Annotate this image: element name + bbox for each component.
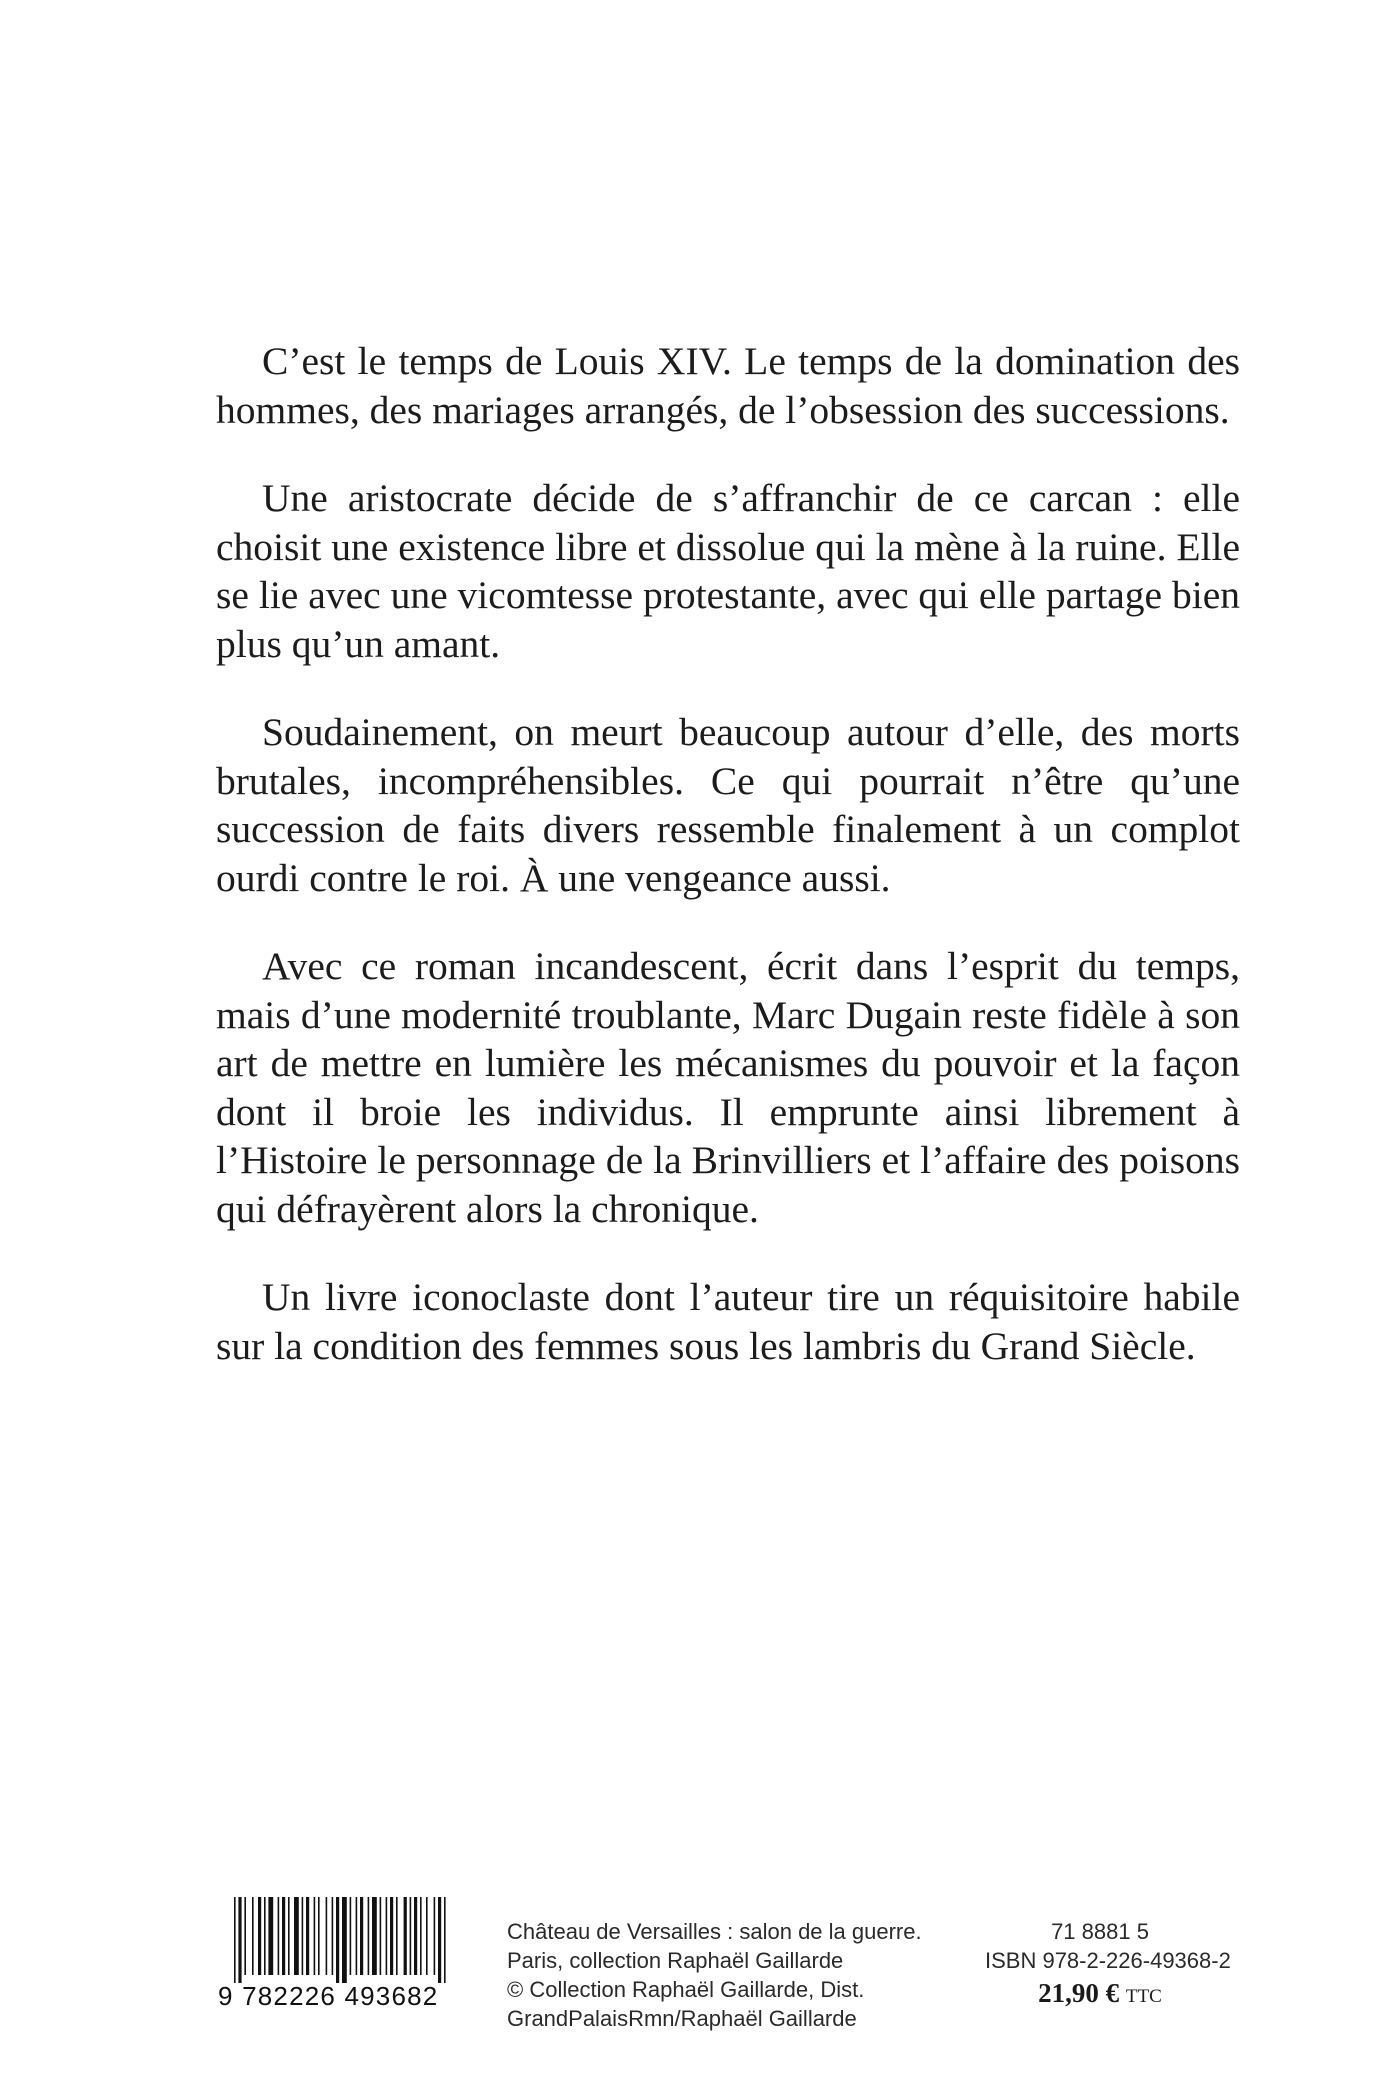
barcode-bar [264, 1897, 266, 1975]
price [985, 1977, 1215, 2013]
barcode-bar [314, 1897, 316, 1975]
barcode-bar [380, 1897, 382, 1975]
cover-image-credits [507, 1917, 922, 2033]
barcode-bar [326, 1897, 328, 1975]
barcode-bar [410, 1897, 412, 1975]
credit-line: GrandPalaisRmn/Raphaël Gaillarde [507, 2006, 857, 2031]
tax-label: TTC [1125, 1986, 1162, 2007]
barcode-bar [368, 1897, 370, 1975]
pricing-block [985, 1917, 1231, 2013]
barcode-bar [238, 1897, 241, 1983]
barcode-bar [372, 1897, 377, 1975]
isbn: ISBN 978-2-226-49368-2 [985, 1948, 1231, 1973]
barcode-bar [332, 1897, 334, 1975]
barcode-bar [252, 1897, 254, 1975]
blurb-paragraph: Un livre iconoclaste dont l’auteur tire un réquisitoire habile sur la condition des femmes sous les lambris du Grand Siècle. [216, 1275, 1240, 1368]
barcode-bar [342, 1897, 347, 1983]
barcode-bar [268, 1897, 273, 1975]
barcode-digits: 9 782226 493682 [218, 1981, 439, 2011]
barcode-bar [404, 1897, 407, 1975]
barcode-bar [360, 1897, 363, 1975]
barcode-bar [278, 1897, 280, 1975]
barcode-bar [390, 1897, 393, 1975]
credit-line: Château de Versailles : salon de la guerre. [507, 1919, 922, 1944]
barcode-bar [420, 1897, 422, 1975]
barcode-bar [414, 1897, 417, 1975]
barcode-bar [434, 1897, 436, 1975]
barcode-bar [386, 1897, 388, 1975]
blurb-paragraph: Avec ce roman incandescent, écrit dans l’esprit du temps, mais d’une modernité troublante, Marc Dugain reste fidèle à son art de mettre en lumière les mécanismes du pouvoir et la façon dont il broie les individus. Il emprunte ainsi librement à l’Histoire le personnage de la Brinvilliers et l’affaire des poisons qui défrayèrent alors la chronique. [216, 944, 1240, 1231]
barcode-bar [336, 1897, 339, 1983]
barcode-bar [306, 1897, 309, 1975]
blurb-paragraph: Soudainement, on meurt beaucoup autour d’elle, des morts brutales, incompréhensibles. Ce qui pourrait n’être qu’une succession de faits divers ressemble finalement à un complot ourdi contre le roi. À une vengeance aussi. [216, 710, 1240, 900]
barcode [218, 1897, 476, 2014]
barcode-bar [258, 1897, 261, 1975]
barcode-bar [356, 1897, 358, 1975]
barcode-bar [350, 1897, 352, 1975]
barcode-bar [302, 1897, 304, 1975]
barcode-bar [444, 1897, 446, 1983]
barcode-bar [396, 1897, 398, 1975]
barcode-bar [294, 1897, 299, 1975]
price-value: 21,90 € [1038, 1978, 1120, 2008]
barcode-bars-icon [234, 1897, 474, 1983]
back-cover-blurb [216, 337, 1240, 1370]
barcode-bar [426, 1897, 428, 1975]
blurb-paragraph: C’est le temps de Louis XIV. Le temps de la domination des hommes, des mariages arrangés, de l’obsession des successions. [216, 339, 1240, 432]
barcode-bar [234, 1897, 236, 1983]
product-code: 71 8881 5 [1051, 1919, 1149, 1944]
credit-line: © Collection Raphaël Gaillarde, Dist. [507, 1977, 865, 2002]
credit-line: Paris, collection Raphaël Gaillarde [507, 1948, 844, 1973]
barcode-bar [438, 1897, 441, 1983]
barcode-bar [282, 1897, 285, 1975]
barcode-bar [318, 1897, 320, 1975]
barcode-bar [288, 1897, 290, 1975]
barcode-bar [244, 1897, 246, 1975]
blurb-paragraph: Une aristocrate décide de s’affranchir de ce carcan : elle choisit une existence libre et dissolue qui la mène à la ruine. Elle se lie avec une vicomtesse protestante, avec qui elle partage bien plus qu’un amant. [216, 476, 1240, 666]
